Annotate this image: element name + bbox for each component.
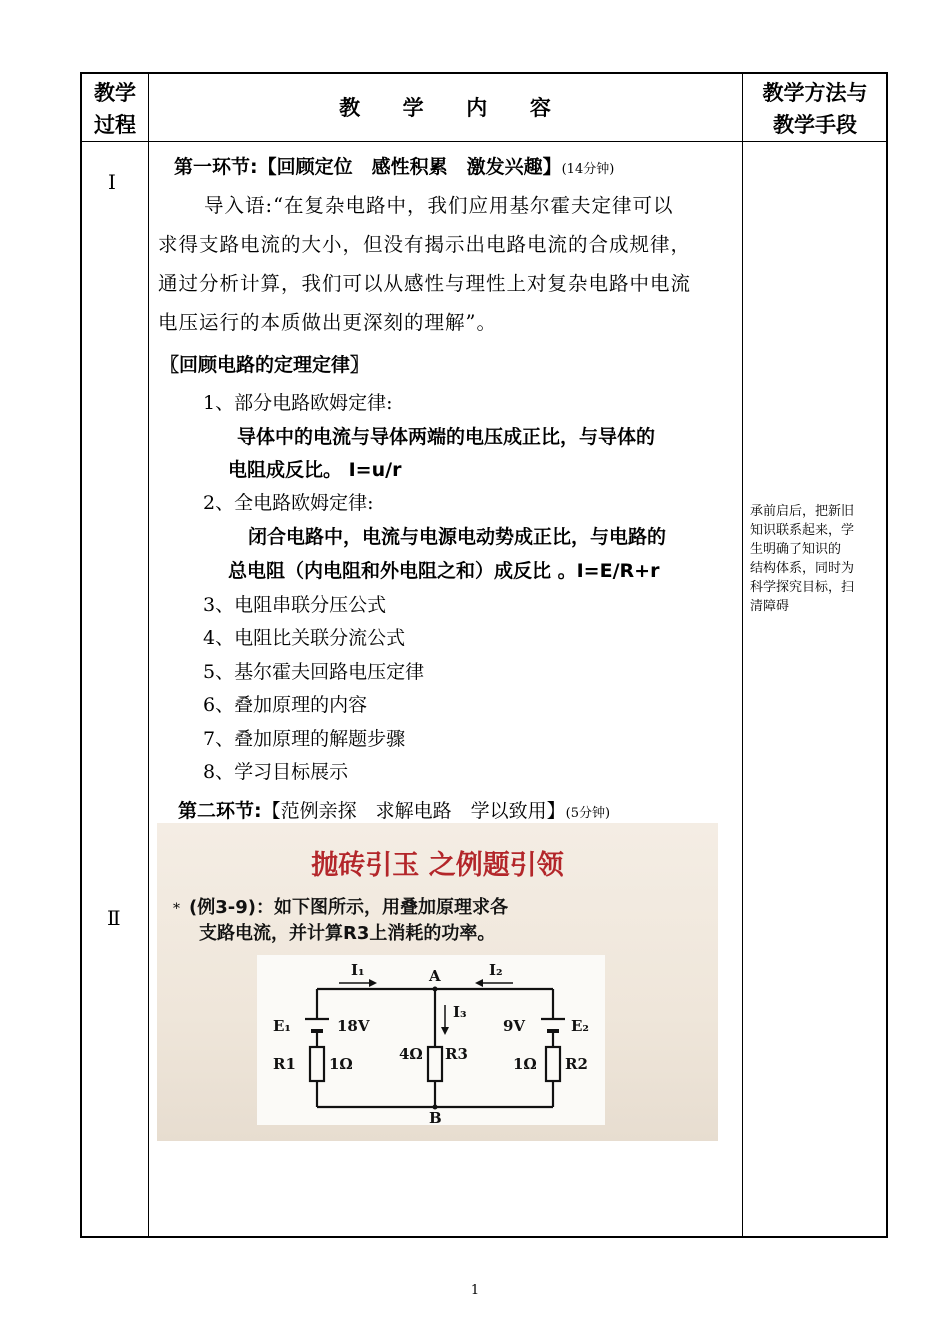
section1-time: (14分钟): [561, 162, 615, 177]
review-heading: 〖回顾电路的定理定律〗: [160, 354, 370, 376]
label-R2: R2: [565, 1055, 588, 1073]
intro-paragraph: [158, 186, 738, 342]
header-content: 教 学 内 容: [339, 96, 551, 120]
item-8: 8、学习目标展示: [203, 761, 349, 783]
page-number: 1: [470, 1283, 480, 1298]
method-note-line-1: 承前启后，把新旧: [750, 504, 855, 519]
label-R1: R1: [273, 1055, 296, 1073]
item-3: 3、电阻串联分压公式: [203, 594, 387, 616]
section2-time: (5分钟): [565, 806, 611, 821]
label-E1: E₁: [273, 1017, 292, 1035]
header-method-line2: 教学手段: [773, 113, 857, 137]
stage-label-1: I: [108, 170, 116, 194]
header-method: [742, 77, 888, 141]
method-note-line-3: 生明确了知识的: [750, 542, 842, 557]
section1-title-main: 第一环节:【回顾定位 感性积累 激发兴趣】: [174, 156, 562, 178]
item-5: 5、基尔霍夫回路电压定律: [203, 661, 425, 683]
col-divider-2: [742, 74, 743, 1236]
law2-line-2: 总电阻（内电阻和外电阻之和）成反比 。I=E/R+r: [228, 560, 660, 582]
law2-line-1: 闭合电路中，电流与电源电动势成正比，与电路的: [248, 526, 667, 548]
header-process-line2: 过程: [94, 113, 136, 137]
header-method-line1: 教学方法与: [762, 81, 868, 105]
label-I2: I₂: [489, 961, 503, 979]
item-1: 1、部分电路欧姆定律:: [203, 392, 393, 414]
label-r2-value: 1Ω: [513, 1055, 537, 1073]
label-node-A: A: [429, 967, 441, 985]
slide-title: 抛砖引玉 之例题引领: [311, 850, 564, 881]
method-note-line-6: 清障碍: [750, 599, 790, 614]
item-6: 6、叠加原理的内容: [203, 694, 368, 716]
item-2: 2、全电路欧姆定律:: [203, 492, 374, 514]
slide-bullet: *: [173, 901, 180, 917]
intro-line-3: 通过分析计算，我们可以从感性与理性上对复杂电路中电流: [158, 272, 692, 295]
method-note: [750, 502, 854, 616]
label-E2: E₂: [571, 1017, 590, 1035]
col-divider-1: [148, 74, 149, 1236]
label-I3: I₃: [453, 1003, 467, 1021]
stage-label-2: Ⅱ: [107, 906, 121, 930]
section1-title: [174, 152, 614, 179]
section2-title: [178, 796, 610, 823]
item-7: 7、叠加原理的解题步骤: [203, 728, 406, 750]
slide-problem-text: [189, 895, 508, 947]
header-process: [82, 77, 148, 141]
law1-line-1: 导体中的电流与导体两端的电压成正比，与导体的: [237, 426, 656, 448]
label-r1-value: 1Ω: [329, 1055, 353, 1073]
example-slide-image: [157, 823, 718, 1141]
item-4: 4、电阻比关联分流公式: [203, 627, 406, 649]
intro-line-4: 电压运行的本质做出更深刻的理解”。: [158, 311, 497, 334]
label-r3-value: 4Ω: [399, 1045, 423, 1063]
label-R3: R3: [445, 1045, 468, 1063]
method-note-line-4: 结构体系，同时为: [750, 561, 855, 576]
method-note-line-5: 科学探究目标，扫: [750, 580, 855, 595]
section2-title-rest: 【范例亲探 求解电路 学以致用】: [261, 800, 566, 822]
circuit-diagram: [257, 955, 605, 1125]
label-I1: I₁: [351, 961, 365, 979]
slide-problem-line-1: (例3-9)：如下图所示，用叠加原理求各: [189, 897, 508, 918]
method-note-line-2: 知识联系起来，学: [750, 523, 855, 538]
label-voltage-18V: 18V: [337, 1017, 370, 1035]
intro-line-1: 导入语:“在复杂电路中，我们应用基尔霍夫定律可以: [204, 194, 674, 217]
slide-problem-line-2: 支路电流，并计算R3上消耗的功率。: [199, 923, 496, 944]
header-divider: [82, 141, 886, 142]
header-process-line1: 教学: [94, 81, 136, 105]
circuit-svg: [257, 955, 605, 1125]
section2-title-label: 第二环节:: [178, 800, 262, 822]
label-voltage-9V: 9V: [503, 1017, 526, 1035]
intro-line-2: 求得支路电流的大小，但没有揭示出电路电流的合成规律，: [158, 233, 692, 256]
label-node-B: B: [429, 1109, 442, 1125]
law1-line-2: 电阻成反比。 I=u/r: [228, 459, 402, 481]
